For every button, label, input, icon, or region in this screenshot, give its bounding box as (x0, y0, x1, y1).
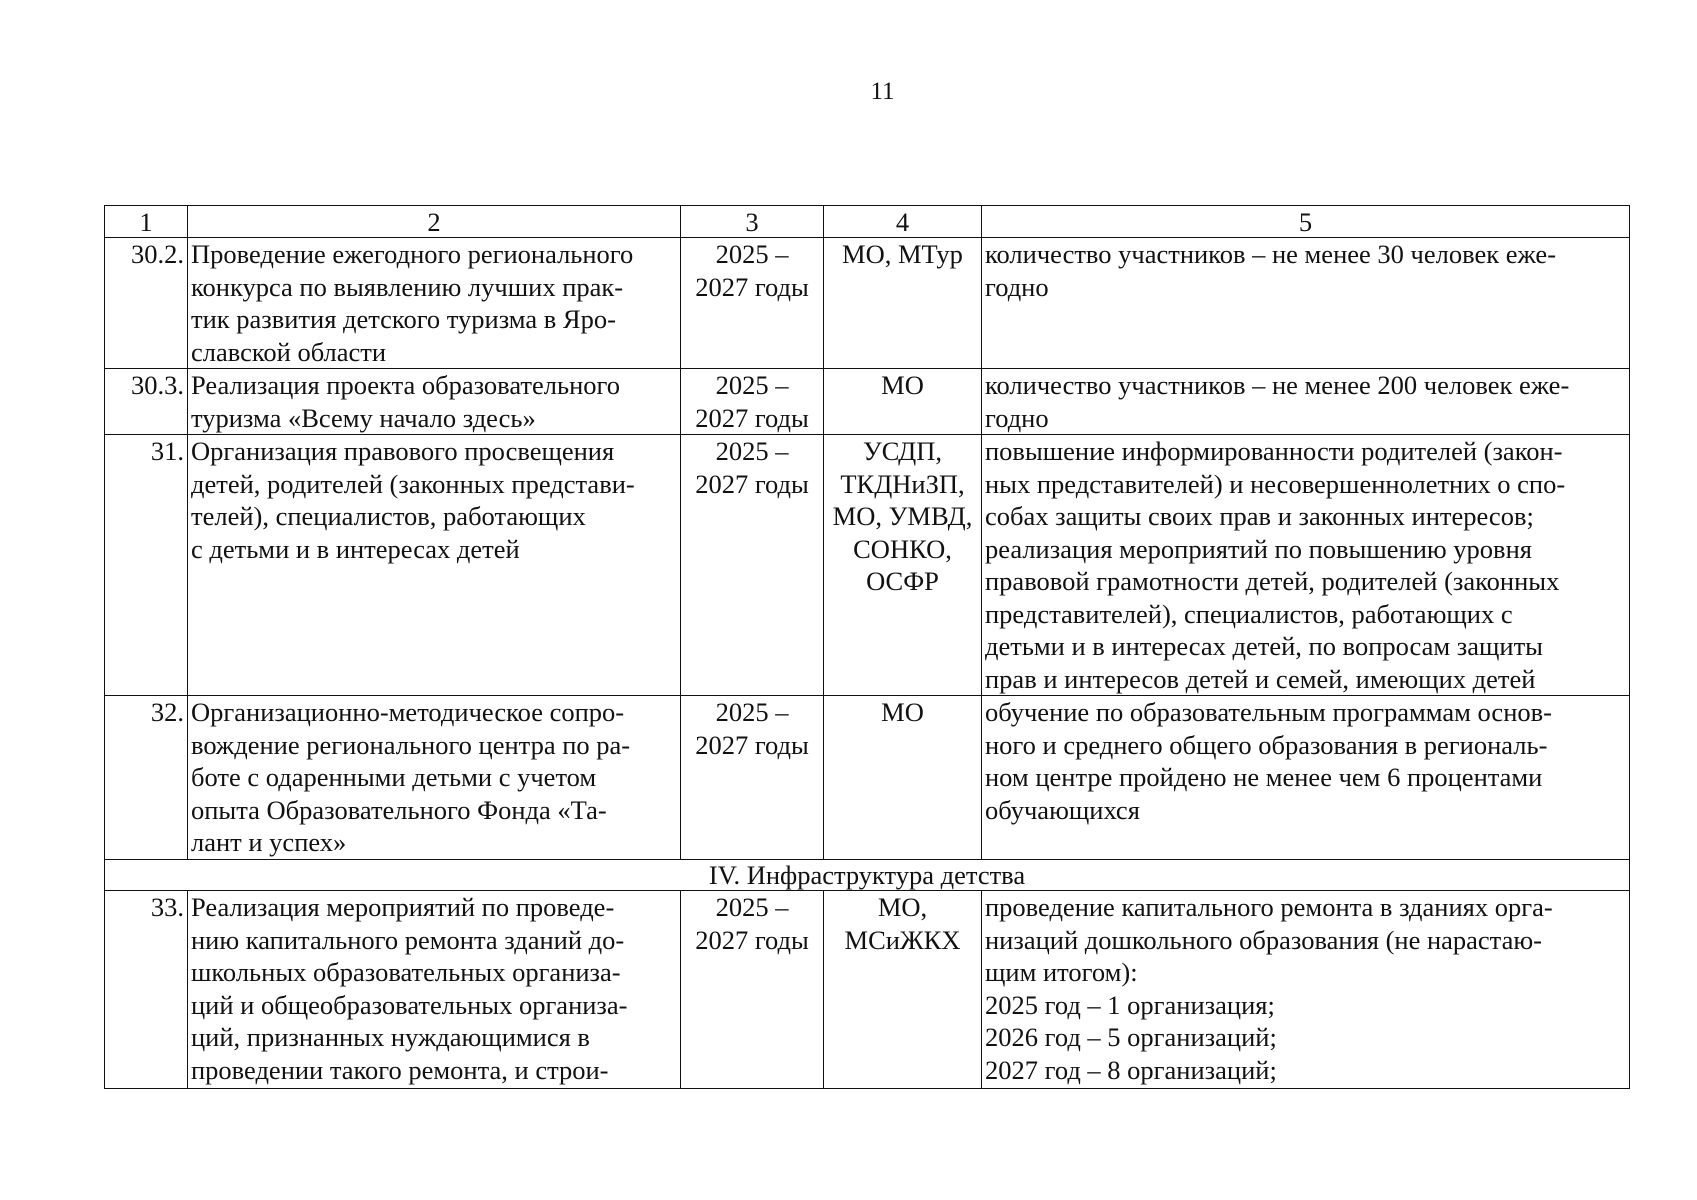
executors-cell (824, 696, 982, 860)
action-line: детей, родителей (законных представи- (191, 468, 635, 499)
result-line: собах защиты своих прав и законных интересов; (985, 501, 1534, 531)
row-number: 30.2. (105, 238, 188, 369)
result-line: количество участников – не менее 200 человек еже- (985, 370, 1570, 400)
action-line: туризма «Всему начало здесь» (191, 402, 536, 433)
result-cell (982, 891, 1630, 1089)
header-cell-3: 3 (681, 206, 824, 238)
result-line: 2027 год – 8 организаций; (985, 1054, 1277, 1085)
action-line: нию капитального ремонта зданий до- (191, 924, 625, 955)
header-cell-1: 1 (105, 206, 188, 238)
action-line: боте с одаренными детьми с учетом (191, 762, 597, 792)
action-line: славской области (191, 336, 387, 367)
action-line: с детьми и в интересах детей (191, 533, 520, 564)
action-cell (188, 435, 681, 696)
action-line: Организация правового просвещения (191, 436, 615, 466)
period-cell (681, 435, 824, 696)
action-cell (188, 369, 681, 435)
section-title: IV. Инфраструктура детства (105, 860, 1630, 891)
row-number: 31. (105, 435, 188, 696)
action-line: лант и успех» (191, 827, 347, 857)
result-cell (982, 435, 1630, 696)
result-line: годно (985, 271, 1049, 302)
table-row (105, 891, 1630, 1089)
result-line: детьми и в интересах детей, по вопросам защиты (985, 631, 1543, 661)
executor-line: СОНКО, (853, 533, 952, 564)
period-cell (681, 238, 824, 369)
executor-line: ОСФР (866, 566, 939, 596)
result-cell (982, 696, 1630, 860)
action-line: проведении такого ремонта, и строи- (191, 1054, 609, 1085)
result-cell (982, 369, 1630, 435)
action-line: тик развития детского туризма в Яро- (191, 304, 616, 334)
header-cell-5: 5 (982, 206, 1630, 238)
result-cell (982, 238, 1630, 369)
action-line: Реализация проекта образовательного (191, 370, 620, 400)
period-line: 2027 годы (695, 924, 809, 955)
action-line: ций и общеобразовательных организа- (191, 989, 628, 1020)
row-number: 33. (105, 891, 188, 1089)
table-row (105, 696, 1630, 860)
row-number: 32. (105, 696, 188, 860)
executor-line: МО (881, 370, 924, 400)
action-line: школьных образовательных организа- (191, 957, 621, 987)
period-line: 2025 – (715, 697, 789, 727)
result-line: представителей), специалистов, работающих с (985, 598, 1513, 629)
period-line: 2027 годы (695, 729, 809, 760)
period-cell (681, 369, 824, 435)
row-number: 30.3. (105, 369, 188, 435)
action-line: опыта Образовательного Фонда «Та- (191, 794, 607, 825)
header-cell-4: 4 (824, 206, 982, 238)
action-plan-table (104, 205, 1630, 1089)
action-cell (188, 696, 681, 860)
result-line: повышение информированности родителей (закон- (985, 436, 1563, 466)
result-line: прав и интересов детей и семей, имеющих детей (985, 663, 1536, 694)
period-line: 2025 – (715, 436, 789, 466)
executor-line: ТКДНиЗП, (840, 468, 965, 499)
result-line: ных представителей) и несовершеннолетних о спо- (985, 468, 1566, 499)
result-line: ном центре пройдено не менее чем 6 процентами (985, 762, 1543, 792)
executor-line: МСиЖКХ (844, 924, 961, 955)
executor-line: МО, УМВД, (832, 501, 973, 531)
executors-cell (824, 891, 982, 1089)
table-header-row (105, 206, 1630, 238)
result-line: реализация мероприятий по повышению уровня (985, 533, 1532, 564)
result-line: количество участников – не менее 30 человек еже- (985, 239, 1557, 269)
result-line: 2026 год – 5 организаций; (985, 1022, 1277, 1052)
period-cell (681, 696, 824, 860)
table-row (105, 238, 1630, 369)
executor-line: МО, МТур (842, 239, 963, 269)
action-line: конкурса по выявлению лучших прак- (191, 271, 624, 302)
result-line: обучение по образовательным программам основ- (985, 697, 1552, 727)
action-line: Организационно-методическое сопро- (191, 697, 625, 727)
action-line: телей), специалистов, работающих (191, 501, 586, 531)
result-line: правовой грамотности детей, родителей (законных (985, 566, 1560, 596)
action-line: Реализация мероприятий по проведе- (191, 892, 615, 922)
result-line: ного и среднего общего образования в региональ- (985, 729, 1548, 760)
executor-line: УСДП, (863, 436, 942, 466)
header-cell-2: 2 (188, 206, 681, 238)
action-cell (188, 891, 681, 1089)
executors-cell (824, 369, 982, 435)
executors-cell (824, 435, 982, 696)
action-cell (188, 238, 681, 369)
section-heading-row (105, 860, 1630, 891)
result-line: обучающихся (985, 794, 1140, 825)
action-line: вождение регионального центра по ра- (191, 729, 631, 760)
executor-line: МО, (877, 892, 928, 922)
page-number: 11 (870, 78, 895, 105)
result-line: щим итогом): (985, 957, 1138, 987)
period-line: 2027 годы (695, 468, 809, 499)
action-line: Проведение ежегодного регионального (191, 239, 634, 269)
result-line: низаций дошкольного образования (не нарастаю- (985, 924, 1542, 955)
result-line: 2025 год – 1 организация; (985, 989, 1275, 1020)
period-line: 2025 – (715, 370, 789, 400)
result-line: проведение капитального ремонта в зданиях орга- (985, 892, 1553, 922)
table-row (105, 369, 1630, 435)
period-cell (681, 891, 824, 1089)
period-line: 2027 годы (695, 402, 809, 433)
executor-line: МО (881, 697, 924, 727)
period-line: 2025 – (715, 239, 789, 269)
executors-cell (824, 238, 982, 369)
period-line: 2027 годы (695, 271, 809, 302)
table-row (105, 435, 1630, 696)
action-line: ций, признанных нуждающимися в (191, 1022, 590, 1052)
result-line: годно (985, 402, 1049, 433)
period-line: 2025 – (715, 892, 789, 922)
